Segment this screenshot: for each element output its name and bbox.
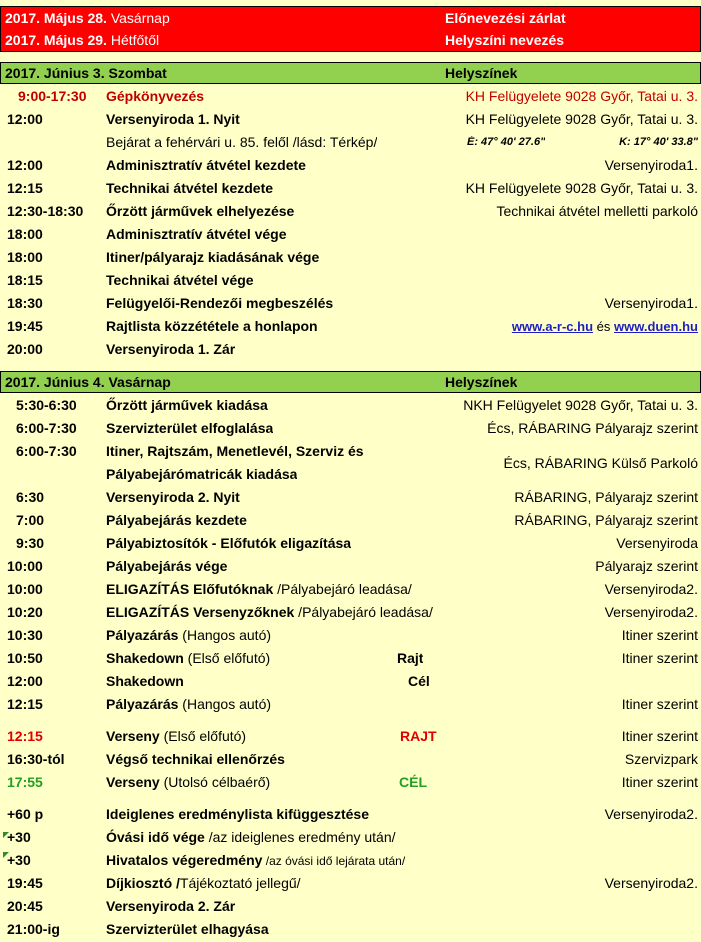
place: Itiner szerint	[621, 774, 698, 790]
table-row	[0, 898, 701, 921]
table-row	[0, 134, 701, 157]
event-note: (Hangos autó)	[178, 627, 272, 643]
event: Versenyiroda 2. Nyit	[106, 489, 240, 505]
event: Itiner, Rajtszám, Menetlevél, Szerviz és	[106, 443, 364, 459]
table-row	[0, 581, 701, 604]
event: Gépkönyvezés	[106, 88, 205, 104]
table-row	[0, 558, 701, 581]
event: Pályazárás	[106, 696, 179, 712]
event-cell	[106, 852, 405, 868]
place: Versenyiroda2.	[604, 581, 698, 597]
table-row	[0, 852, 701, 875]
day: Vasárnap	[110, 10, 170, 26]
place: RÁBARING, Pályarajz szerint	[514, 512, 698, 528]
event: Őrzött járművek elhelyezése	[106, 203, 295, 219]
time: 19:45	[7, 318, 43, 334]
table-row	[0, 512, 701, 535]
event-note: /az ideiglenes eredmény után/	[204, 829, 396, 845]
event-note: (Hangos autó)	[178, 696, 272, 712]
stage-marker: CÉL	[399, 774, 427, 790]
event: Pályabejárás vége	[106, 558, 228, 574]
event: Felügyelői-Rendezői megbeszélés	[106, 295, 334, 311]
table-row	[0, 921, 701, 942]
place: Pályarajz szerint	[595, 558, 698, 574]
place: KH Felügyelete 9028 Győr, Tatai u. 3.	[465, 180, 698, 196]
event: Bejárat a fehérvári u. 85. felől /lásd: Térkép/	[106, 134, 378, 150]
place: Technikai átvétel melletti parkoló	[496, 203, 698, 219]
time: 18:00	[7, 226, 43, 242]
event: Hivatalos végeredmény	[106, 852, 263, 868]
event: Versenyiroda 1. Nyit	[106, 111, 240, 127]
time: 10:00	[7, 558, 43, 574]
table-row	[0, 249, 701, 272]
place: Versenyiroda1.	[604, 295, 698, 311]
and-text: és	[593, 319, 614, 334]
registration-header	[0, 6, 701, 52]
duen-link[interactable]: www.duen.hu	[613, 319, 698, 334]
time: 10:00	[7, 581, 43, 597]
place: Itiner szerint	[621, 728, 698, 744]
time: +30	[7, 829, 31, 845]
day2-header	[0, 371, 701, 393]
time: 12:00	[7, 157, 43, 173]
event: Pályabiztosítók - Előfutók eligazítása	[106, 535, 352, 551]
time: 20:00	[7, 341, 43, 357]
day2-places: Helyszínek	[445, 374, 518, 390]
table-row	[0, 829, 701, 852]
table-row	[0, 397, 701, 420]
event: Technikai átvétel kezdete	[106, 180, 274, 196]
place: RÁBARING, Pályarajz szerint	[514, 489, 698, 505]
table-row	[0, 420, 701, 443]
time: 12:00	[7, 111, 43, 127]
day2-date: 2017. Június 4. Vasárnap	[5, 374, 171, 390]
place: Versenyiroda2.	[604, 604, 698, 620]
table-row	[0, 180, 701, 203]
table-row	[0, 806, 701, 829]
event: Shakedown	[106, 650, 184, 666]
event: Szervizterület elhagyása	[106, 921, 269, 937]
event: Ideiglenes eredménylista kifüggesztése	[106, 806, 369, 822]
place: Szervizpark	[624, 751, 698, 767]
table-row	[0, 627, 701, 650]
event-cell	[106, 650, 270, 666]
table-row	[0, 535, 701, 558]
table-row	[0, 318, 701, 341]
table-row	[0, 673, 701, 696]
table-row	[0, 728, 701, 751]
event: Adminisztratív átvétel vége	[106, 226, 287, 242]
time: 6:00-7:30	[16, 443, 77, 459]
event: Verseny	[106, 728, 160, 744]
event-cell	[106, 696, 271, 712]
time: 7:00	[16, 512, 45, 528]
event: Itiner/pályarajz kiadásának vége	[106, 249, 320, 265]
event-line2: Pályabejárómatricák kiadása	[106, 466, 298, 482]
table-row	[0, 203, 701, 226]
table-row	[0, 272, 701, 295]
table-row	[0, 226, 701, 249]
stage-marker: Cél	[408, 673, 430, 689]
event: Versenyiroda 2. Zár	[106, 898, 236, 914]
place: KH Felügyelete 9028 Győr, Tatai u. 3.	[465, 88, 698, 104]
event-cell	[106, 829, 396, 845]
time: 10:20	[7, 604, 43, 620]
time: 9:00-17:30	[18, 88, 87, 104]
stage-marker: RAJT	[400, 728, 437, 744]
time: +60 p	[7, 806, 44, 822]
event: Őrzött járművek kiadása	[106, 397, 268, 413]
table-row	[0, 111, 701, 134]
table-row	[0, 875, 701, 898]
place: Écs, RÁBARING Pályarajz szerint	[487, 420, 698, 436]
latitude: É: 47° 40' 27.6"	[467, 136, 546, 148]
time: 6:30	[16, 489, 45, 505]
place: NKH Felügyelet 9028 Győr, Tatai u. 3.	[463, 397, 698, 413]
website-links	[400, 319, 698, 334]
table-row	[0, 88, 701, 111]
event: Adminisztratív átvétel kezdete	[106, 157, 306, 173]
time: 12:15	[7, 696, 43, 712]
event: Rajtlista közzététele a honlapon	[106, 318, 318, 334]
time: 20:45	[7, 898, 43, 914]
event: Díjkiosztó /	[106, 875, 180, 891]
event: Pályabejárás kezdete	[106, 512, 247, 528]
table-row	[0, 341, 701, 364]
event-note: (Első előfutó)	[159, 728, 247, 744]
table-row	[0, 696, 701, 719]
time: 6:00-7:30	[16, 420, 77, 436]
longitude: K: 17° 40' 33.8"	[619, 136, 698, 148]
event-note: /az óvási idő lejárata után/	[262, 854, 406, 868]
event-note: /Pályabejáró leadása/	[273, 581, 412, 597]
stage-marker: Rajt	[397, 650, 424, 666]
event-cell	[106, 875, 301, 891]
place: KH Felügyelete 9028 Győr, Tatai u. 3.	[465, 111, 698, 127]
time: 5:30-6:30	[16, 397, 77, 413]
place: Itiner szerint	[621, 627, 698, 643]
time: 12:15	[7, 180, 43, 196]
event: Szervizterület elfoglalása	[106, 420, 274, 436]
event: Technikai átvétel vége	[106, 272, 254, 288]
event: Shakedown	[106, 673, 184, 689]
table-row	[0, 774, 701, 797]
arc-link[interactable]: www.a-r-c.hu	[511, 319, 594, 334]
time: 18:00	[7, 249, 43, 265]
day: Hétfőtől	[110, 32, 160, 48]
place: Versenyiroda2.	[604, 806, 698, 822]
row1-event: Előnevezési zárlat	[445, 10, 566, 26]
row2-event: Helyszíni nevezés	[445, 32, 565, 48]
place: Versenyiroda	[616, 535, 698, 551]
table-row	[0, 751, 701, 774]
event-cell	[106, 604, 442, 620]
table-row	[0, 650, 701, 673]
time: +30	[7, 852, 31, 868]
event: Verseny	[106, 774, 160, 790]
place: Versenyiroda2.	[604, 875, 698, 891]
place: Versenyiroda1.	[604, 157, 698, 173]
time: 17:55	[7, 774, 43, 790]
event: Óvási idő vége	[106, 829, 205, 845]
table-row	[0, 604, 701, 627]
event-cell	[106, 774, 270, 790]
time: 10:50	[7, 650, 43, 666]
event-cell	[106, 728, 246, 744]
time: 12:30-18:30	[7, 203, 84, 219]
time: 10:30	[7, 627, 43, 643]
table-row	[0, 157, 701, 180]
event: Végső technikai ellenőrzés	[106, 751, 285, 767]
table-row	[0, 295, 701, 318]
time: 18:30	[7, 295, 43, 311]
day1-places: Helyszínek	[445, 65, 518, 81]
table-row	[0, 443, 701, 489]
event-note: (Utolsó célbaérő)	[159, 774, 271, 790]
time: 18:15	[7, 272, 43, 288]
event-cell	[106, 627, 271, 643]
row1-date	[5, 10, 170, 26]
date: 2017. Május 29.	[5, 32, 107, 48]
day1-date: 2017. Június 3. Szombat	[5, 65, 167, 81]
row2-date	[5, 32, 159, 48]
table-row	[0, 489, 701, 512]
event-note: (Első előfutó)	[183, 650, 271, 666]
place: Écs, RÁBARING Külső Parkoló	[503, 455, 698, 471]
time: 9:30	[16, 535, 45, 551]
time: 19:45	[7, 875, 43, 891]
time: 12:15	[7, 728, 43, 744]
time: 12:00	[7, 673, 43, 689]
place: Itiner szerint	[621, 650, 698, 666]
event: ELIGAZÍTÁS Versenyzőknek	[106, 604, 295, 620]
event-cell	[106, 581, 442, 597]
event: Pályazárás	[106, 627, 179, 643]
date: 2017. Május 28.	[5, 10, 107, 26]
place: Itiner szerint	[621, 696, 698, 712]
time: 16:30-tól	[7, 751, 65, 767]
event-note: /Pályabejáró leadása/	[294, 604, 433, 620]
day1-header	[0, 62, 701, 84]
event: Versenyiroda 1. Zár	[106, 341, 236, 357]
event-note: Tájékoztató jellegű/	[179, 875, 301, 891]
event: ELIGAZÍTÁS Előfutóknak	[106, 581, 274, 597]
time: 21:00-ig	[7, 921, 60, 937]
